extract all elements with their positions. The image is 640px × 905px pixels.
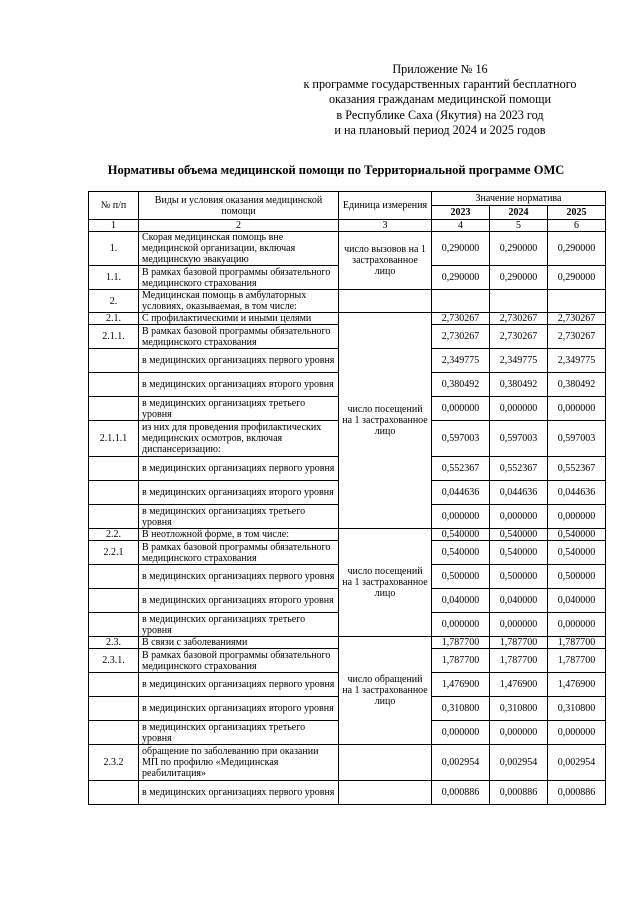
value-2025: 0,040000 — [548, 589, 606, 613]
value-2023: 0,500000 — [432, 565, 490, 589]
value-2023: 2,730267 — [432, 325, 490, 349]
row-number — [89, 613, 139, 637]
table-row — [89, 745, 606, 781]
row-number — [89, 589, 139, 613]
row-name: В неотложной форме, в том числе: — [139, 529, 339, 541]
table-row — [89, 290, 606, 313]
table-row — [89, 781, 606, 805]
value-2023: 0,380492 — [432, 373, 490, 397]
value-2025: 0,044636 — [548, 481, 606, 505]
header-value: Значение норматива — [432, 192, 606, 206]
header-year: 2025 — [548, 206, 606, 220]
value-2025: 0,000000 — [548, 613, 606, 637]
value-2024: 0,044636 — [490, 481, 548, 505]
row-number: 2.2.1 — [89, 541, 139, 565]
value-2024: 0,000886 — [490, 781, 548, 805]
value-2025: 0,002954 — [548, 745, 606, 781]
row-unit — [339, 781, 432, 805]
value-2023: 0,540000 — [432, 529, 490, 541]
row-number — [89, 349, 139, 373]
row-unit — [339, 745, 432, 781]
value-2025: 0,540000 — [548, 529, 606, 541]
value-2023: 0,540000 — [432, 541, 490, 565]
value-2024: 2,730267 — [490, 325, 548, 349]
value-2023: 0,000000 — [432, 505, 490, 529]
value-2023: 0,002954 — [432, 745, 490, 781]
value-2024: 0,597003 — [490, 421, 548, 457]
row-number — [89, 505, 139, 529]
row-name: в медицинских организациях третьего уровня — [139, 613, 339, 637]
value-2025: 1,787700 — [548, 637, 606, 649]
value-2025: 2,349775 — [548, 349, 606, 373]
header-year: 2024 — [490, 206, 548, 220]
value-2023: 0,552367 — [432, 457, 490, 481]
row-number: 2.1. — [89, 313, 139, 325]
value-2024: 0,002954 — [490, 745, 548, 781]
row-number — [89, 397, 139, 421]
value-2023: 0,290000 — [432, 266, 490, 290]
value-2025: 1,787700 — [548, 649, 606, 673]
value-2023: 2,730267 — [432, 313, 490, 325]
value-2025: 0,290000 — [548, 266, 606, 290]
value-2024: 2,730267 — [490, 313, 548, 325]
value-2025 — [548, 290, 606, 313]
value-2025: 0,310800 — [548, 697, 606, 721]
value-2023: 0,000000 — [432, 721, 490, 745]
header-unit: Единица измерения — [339, 192, 432, 220]
row-number: 2.2. — [89, 529, 139, 541]
value-2025: 0,380492 — [548, 373, 606, 397]
row-number — [89, 481, 139, 505]
value-2025: 0,000000 — [548, 505, 606, 529]
row-unit: число посещений на 1 застрахованное лицо — [339, 313, 432, 529]
row-number: 2.3.2 — [89, 745, 139, 781]
value-2023: 0,044636 — [432, 481, 490, 505]
row-name: в медицинских организациях второго уровня — [139, 373, 339, 397]
row-name: в медицинских организациях второго уровня — [139, 481, 339, 505]
value-2025: 2,730267 — [548, 313, 606, 325]
row-number: 2.3. — [89, 637, 139, 649]
row-name: в медицинских организациях третьего уровня — [139, 397, 339, 421]
row-number — [89, 721, 139, 745]
value-2025: 0,597003 — [548, 421, 606, 457]
row-number: 2. — [89, 290, 139, 313]
value-2024: 0,310800 — [490, 697, 548, 721]
row-number: 1.1. — [89, 266, 139, 290]
value-2023: 2,349775 — [432, 349, 490, 373]
table-row — [89, 232, 606, 266]
value-2023: 0,000886 — [432, 781, 490, 805]
value-2024: 0,000000 — [490, 505, 548, 529]
value-2023: 0,000000 — [432, 397, 490, 421]
document-title: Нормативы объема медицинской помощи по Территориальной программе ОМС — [107, 163, 565, 177]
index-cell: 5 — [490, 220, 548, 232]
value-2025: 0,500000 — [548, 565, 606, 589]
row-number — [89, 457, 139, 481]
value-2023: 0,040000 — [432, 589, 490, 613]
value-2023: 0,310800 — [432, 697, 490, 721]
value-2025: 0,000000 — [548, 397, 606, 421]
value-2024: 0,290000 — [490, 232, 548, 266]
index-cell: 1 — [89, 220, 139, 232]
row-number: 2.3.1. — [89, 649, 139, 673]
value-2024: 0,540000 — [490, 529, 548, 541]
value-2023 — [432, 290, 490, 313]
row-unit — [339, 290, 432, 313]
row-unit: число обращений на 1 застрахованное лицо — [339, 637, 432, 745]
value-2025: 2,730267 — [548, 325, 606, 349]
row-number: 1. — [89, 232, 139, 266]
value-2025: 0,000000 — [548, 721, 606, 745]
row-name: в медицинских организациях первого уровня — [139, 781, 339, 805]
value-2023: 0,000000 — [432, 613, 490, 637]
row-name: В рамках базовой программы обязательного медицинского страхования — [139, 649, 339, 673]
row-name: в медицинских организациях третьего уровня — [139, 505, 339, 529]
appendix-line: оказания гражданам медицинской помощи — [328, 92, 552, 107]
index-cell: 6 — [548, 220, 606, 232]
value-2024: 0,040000 — [490, 589, 548, 613]
row-number — [89, 673, 139, 697]
row-number: 2.1.1. — [89, 325, 139, 349]
value-2025: 0,290000 — [548, 232, 606, 266]
table-row — [89, 637, 606, 649]
norms-table — [88, 191, 606, 805]
row-name: в медицинских организациях первого уровня — [139, 349, 339, 373]
appendix-line: в Республике Саха (Якутия) на 2023 год — [336, 107, 544, 122]
row-number — [89, 781, 139, 805]
table-row — [89, 313, 606, 325]
table-row — [89, 529, 606, 541]
value-2024: 0,540000 — [490, 541, 548, 565]
value-2024: 0,380492 — [490, 373, 548, 397]
value-2023: 1,787700 — [432, 649, 490, 673]
value-2023: 1,476900 — [432, 673, 490, 697]
row-name: В рамках базовой программы обязательного медицинского страхования — [139, 266, 339, 290]
value-2025: 0,552367 — [548, 457, 606, 481]
appendix-line: к программе государственных гарантий бесплатного — [303, 77, 577, 92]
row-name: в медицинских организациях первого уровня — [139, 565, 339, 589]
row-name: Медицинская помощь в амбулаторных условиях, оказываемая, в том числе: — [139, 290, 339, 313]
value-2024: 0,290000 — [490, 266, 548, 290]
value-2024: 1,476900 — [490, 673, 548, 697]
value-2024: 0,000000 — [490, 613, 548, 637]
header-year: 2023 — [432, 206, 490, 220]
value-2024: 0,500000 — [490, 565, 548, 589]
row-number: 2.1.1.1 — [89, 421, 139, 457]
value-2024: 0,000000 — [490, 397, 548, 421]
row-name: в медицинских организациях второго уровня — [139, 589, 339, 613]
header-kind: Виды и условия оказания медицинской помощи — [139, 192, 339, 220]
value-2023: 0,290000 — [432, 232, 490, 266]
row-name: Скорая медицинская помощь вне медицинской организации, включая медицинскую эвакуацию — [139, 232, 339, 266]
value-2024: 1,787700 — [490, 637, 548, 649]
value-2025: 0,540000 — [548, 541, 606, 565]
row-name: в медицинских организациях третьего уровня — [139, 721, 339, 745]
value-2024: 0,552367 — [490, 457, 548, 481]
appendix-line: и на плановый период 2024 и 2025 годов — [334, 122, 546, 137]
appendix-header — [280, 62, 600, 138]
row-unit: число посещений на 1 застрахованное лицо — [339, 529, 432, 637]
row-name: С профилактическими и иными целями — [139, 313, 339, 325]
value-2024: 0,000000 — [490, 721, 548, 745]
row-name: в медицинских организациях второго уровня — [139, 697, 339, 721]
header-num: № п/п — [89, 192, 139, 220]
value-2024: 2,349775 — [490, 349, 548, 373]
value-2023: 1,787700 — [432, 637, 490, 649]
index-cell: 3 — [339, 220, 432, 232]
row-name: в медицинских организациях первого уровня — [139, 673, 339, 697]
row-name: В рамках базовой программы обязательного медицинского страхования — [139, 325, 339, 349]
row-unit: число вызовов на 1 застрахованное лицо — [339, 232, 432, 290]
row-name: из них для проведения профилактических медицинских осмотров, включая диспансеризацию: — [139, 421, 339, 457]
value-2024: 1,787700 — [490, 649, 548, 673]
row-number — [89, 373, 139, 397]
value-2023: 0,597003 — [432, 421, 490, 457]
index-cell: 4 — [432, 220, 490, 232]
appendix-line: Приложение № 16 — [392, 62, 488, 76]
row-number — [89, 697, 139, 721]
row-number — [89, 565, 139, 589]
value-2025: 0,000886 — [548, 781, 606, 805]
row-name: в медицинских организациях первого уровня — [139, 457, 339, 481]
value-2024 — [490, 290, 548, 313]
row-name: В связи с заболеваниями — [139, 637, 339, 649]
index-cell: 2 — [139, 220, 339, 232]
value-2025: 1,476900 — [548, 673, 606, 697]
row-name: обращение по заболеванию при оказании МП по профилю «Медицинская реабилитация» — [139, 745, 339, 781]
row-name: В рамках базовой программы обязательного медицинского страхования — [139, 541, 339, 565]
